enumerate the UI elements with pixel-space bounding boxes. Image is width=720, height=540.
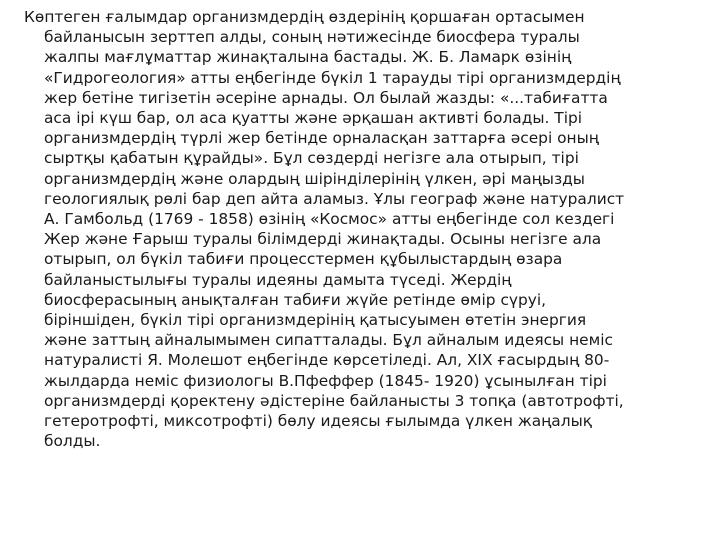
text-line: «Гидрогеология» атты еңбегінде бүкіл 1 тарауды тірі организмдердің xyxy=(44,68,621,87)
text-line: жалпы мағлұматтар жинақталына бастады. Ж. Б. Ламарк өзінің xyxy=(44,48,572,67)
text-line: және заттың айналымымен сипатталады. Бұл айналым идеясы неміс xyxy=(44,331,613,350)
text-line: гетеротрофті, миксотрофті) бөлу идеясы ғылымда үлкен жаңалық xyxy=(44,412,593,431)
body-paragraph xyxy=(24,7,714,451)
text-line: биосферасының анықталған табиғи жүйе ретінде өмір сүруі, xyxy=(44,290,547,309)
text-line: жер бетіне тигізетін әсеріне арнады. Ол былай жазды: «...табиғатта xyxy=(44,88,608,107)
text-line: Жер және Ғарыш туралы білімдерді жинақтады. Осыны негізге ала xyxy=(44,230,602,249)
text-line: А. Гамбольд (1769 - 1858) өзінің «Космос» атты еңбегінде сол кездегі xyxy=(44,210,615,229)
text-line: организмдердің түрлі жер бетінде орналасқан заттарға әсері оның xyxy=(44,129,599,148)
text-line: геологиялық рөлі бар деп айта аламыз. Ұлы географ және натуралист xyxy=(44,189,625,208)
text-line: организмдердің және олардың шіріндiлерінің үлкен, әрі маңызды xyxy=(44,169,585,188)
text-line: байланысын зерттеп алды, соның нәтижесінде биосфера туралы xyxy=(44,28,580,47)
text-line: натуралисті Я. Молешот еңбегінде көрсетіледі. Ал, XIX ғасырдың 80- xyxy=(44,351,610,370)
text-line: отырып, ол бүкіл табиғи процесстермен құбылыстардың өзара xyxy=(44,250,563,269)
text-line: организмдерді қоректену әдістеріне байланысты 3 топқа (автотрофті, xyxy=(44,391,624,410)
text-line: Көптеген ғалымдар организмдердің өздерінің қоршаған ортасымен xyxy=(24,8,585,26)
text-line: біріншіден, бүкіл тірі организмдерінің қатысуымен өтетін энергия xyxy=(44,311,587,330)
text-line: байланыстылығы туралы идеяны дамыта түседі. Жердің xyxy=(44,270,512,289)
text-line: аса ірі күш бар, ол аса қуатты және әрқашан активті болады. Тірі xyxy=(44,109,583,128)
text-line: жылдарда неміс физиологы В.Пфеффер (1845- 1920) ұсынылған тірі xyxy=(44,371,607,390)
text-line: сыртқы қабатын құрайды». Бұл сөздерді негізге ала отырып, тірі xyxy=(44,149,579,168)
text-line: болды. xyxy=(44,432,101,451)
